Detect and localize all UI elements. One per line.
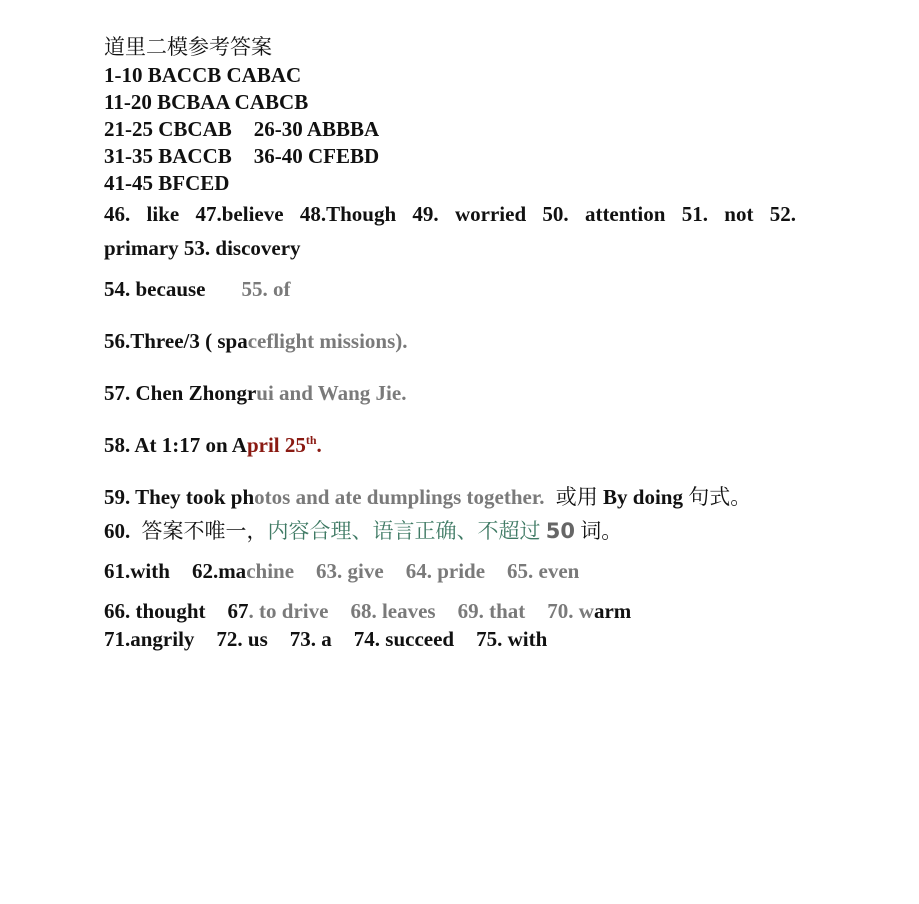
answers-66-70 xyxy=(104,598,631,624)
answers-1-10: 1-10 BACCB CABAC xyxy=(104,63,302,87)
answers-31-35: 31-35 BACCB xyxy=(104,144,232,168)
answers-71-75 xyxy=(104,626,547,652)
answer-60-word-limit: 50 xyxy=(545,519,575,543)
answer-60-word-unit: 词。 xyxy=(580,519,623,543)
answer-60-note: 答案不唯一， xyxy=(141,519,268,543)
answer-59 xyxy=(104,484,751,510)
answer-73: 73. a xyxy=(289,627,332,651)
answer-61: 61.with xyxy=(104,559,170,583)
answer-55: 55. of xyxy=(241,277,291,301)
answer-65: 65. even xyxy=(507,559,580,583)
answer-57 xyxy=(104,380,406,406)
answers-41-45: 41-45 BFCED xyxy=(104,171,230,195)
answers-54-55 xyxy=(104,276,291,302)
answers-46-52: 46. like 47.believe 48.Though 49. worried 50. attention 51. not 52. xyxy=(104,202,796,226)
answer-56 xyxy=(104,328,408,354)
answer-70-part-a: 70. w xyxy=(547,599,594,623)
answer-67-number: 67 xyxy=(227,599,249,623)
answer-72: 72. us xyxy=(216,627,268,651)
answers-61-65 xyxy=(104,558,579,584)
answers-52-53: primary 53. discovery xyxy=(104,236,301,260)
answer-59-structure-suffix: 句式。 xyxy=(688,485,752,509)
answer-54: 54. because xyxy=(104,277,206,301)
answer-60-criteria: 内容合理、语言正确、不超过 xyxy=(267,519,541,543)
answer-62-part-b: chine xyxy=(246,559,295,583)
answer-58-part-a: 58. At 1:17 on A xyxy=(104,433,247,457)
answer-69: 69. that xyxy=(457,599,526,623)
answer-64: 64. pride xyxy=(405,559,486,583)
answer-57-part-b: ui and Wang Jie. xyxy=(256,381,407,405)
answer-57-part-a: 57. Chen Zhongr xyxy=(104,381,257,405)
answer-58 xyxy=(104,432,322,458)
answer-66: 66. thought xyxy=(104,599,206,623)
answer-56-part-b: ceflight missions). xyxy=(247,329,408,353)
answers-21-30 xyxy=(104,116,379,142)
answer-59-alternative-label: 或用 xyxy=(555,485,598,509)
answer-75: 75. with xyxy=(476,627,548,651)
answer-60 xyxy=(104,518,622,544)
answer-71: 71.angrily xyxy=(104,627,195,651)
answer-59-structure: By doing xyxy=(603,485,683,509)
answers-26-30: 26-30 ABBBA xyxy=(253,117,380,141)
answer-59-part-a: 59. They took ph xyxy=(104,485,255,509)
answers-21-25: 21-25 CBCAB xyxy=(104,117,232,141)
answer-67: . to drive xyxy=(248,599,329,623)
answer-59-part-b: otos and ate dumplings together. xyxy=(254,485,545,509)
answer-68: 68. leaves xyxy=(350,599,436,623)
answer-74: 74. succeed xyxy=(353,627,455,651)
answer-58-superscript: th xyxy=(305,433,317,447)
answer-60-number: 60. xyxy=(104,519,131,543)
answer-58-period: . xyxy=(316,433,322,457)
answers-36-40: 36-40 CFEBD xyxy=(253,144,380,168)
answers-11-20: 11-20 BCBAA CABCB xyxy=(104,90,309,114)
answer-56-part-a: 56.Three/3 ( spa xyxy=(104,329,248,353)
answer-58-part-b: pril 25 xyxy=(246,433,306,457)
document-title: 道里二模参考答案 xyxy=(104,35,272,59)
answers-31-40 xyxy=(104,143,379,169)
answer-62-part-a: 62.ma xyxy=(191,559,247,583)
answer-70-part-b: arm xyxy=(593,599,632,623)
answer-63: 63. give xyxy=(316,559,384,583)
